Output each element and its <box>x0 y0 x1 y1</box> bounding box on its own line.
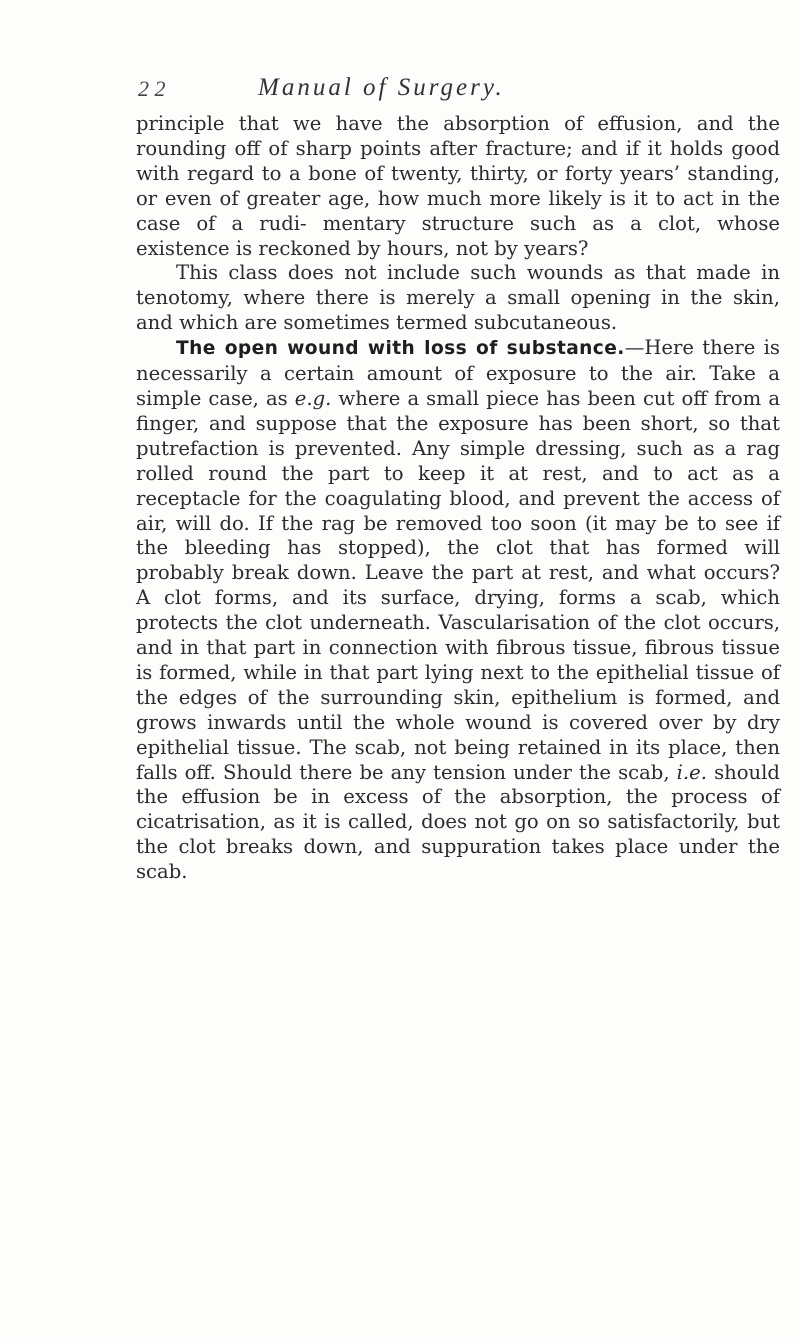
paragraph-continued: principle that we have the absorption of effusion, and the rounding off of sharp points after fracture; and if it holds good with regard to a bone of twenty, thirty, or forty years’ standing, or even of greater age, how much more likely is it to act in the case of a rudi- mentary structure such as a clot, whose existence is reckoned by hours, not by years? <box>136 112 780 260</box>
abbreviation-eg: e.g. <box>294 386 332 410</box>
paragraph-text: where a small piece has been cut off from a finger, and suppose that the exposure has been short, so that putrefaction is prevented. Any simple dressing, such as a rag rolled round the part to keep it at rest, and to act as a receptacle for the coagulating blood, and prevent the access of air, will do. If the rag be removed too soon (it may be to see if the bleeding has stopped), the clot that has formed will probably break down. Leave the part at rest, and what occurs? A clot forms, and its surface, drying, forms a scab, which protects the clot underneath. Vascularisation of the clot occurs, and in that part in connection with fibrous tissue, fibrous tissue is formed, while in that part lying next to the epithelial tissue of the edges of the surrounding skin, epithelium is formed, and grows inwards until the whole wound is covered over by dry epithelial tissue. The scab, not being retained in its place, then falls off. Should there be any tension under the scab, <box>136 386 780 784</box>
paragraph-open-wound <box>136 336 780 885</box>
paragraph-subcutaneous: This class does not include such wounds as that made in tenotomy, where there is merely a small opening in the skin, and which are sometimes termed subcutaneous. <box>136 261 780 335</box>
paragraph-text: —Here there is necessarily a certain amount of exposure to the air. Take a simple case, as <box>136 336 780 410</box>
body-text <box>136 112 780 885</box>
running-title: Manual of Surgery. <box>258 74 505 101</box>
page-number: 2 2 <box>138 76 166 101</box>
abbreviation-ie: i.e. <box>676 760 707 784</box>
paragraph-text: should the effusion be in excess of the absorption, the process of cicatrisation, as it is called, does not go on so satisfactorily, but the clot breaks down, and suppuration takes place under the scab. <box>136 760 780 884</box>
running-head <box>138 76 778 106</box>
section-heading: The open wound with loss of substance. <box>176 338 625 360</box>
